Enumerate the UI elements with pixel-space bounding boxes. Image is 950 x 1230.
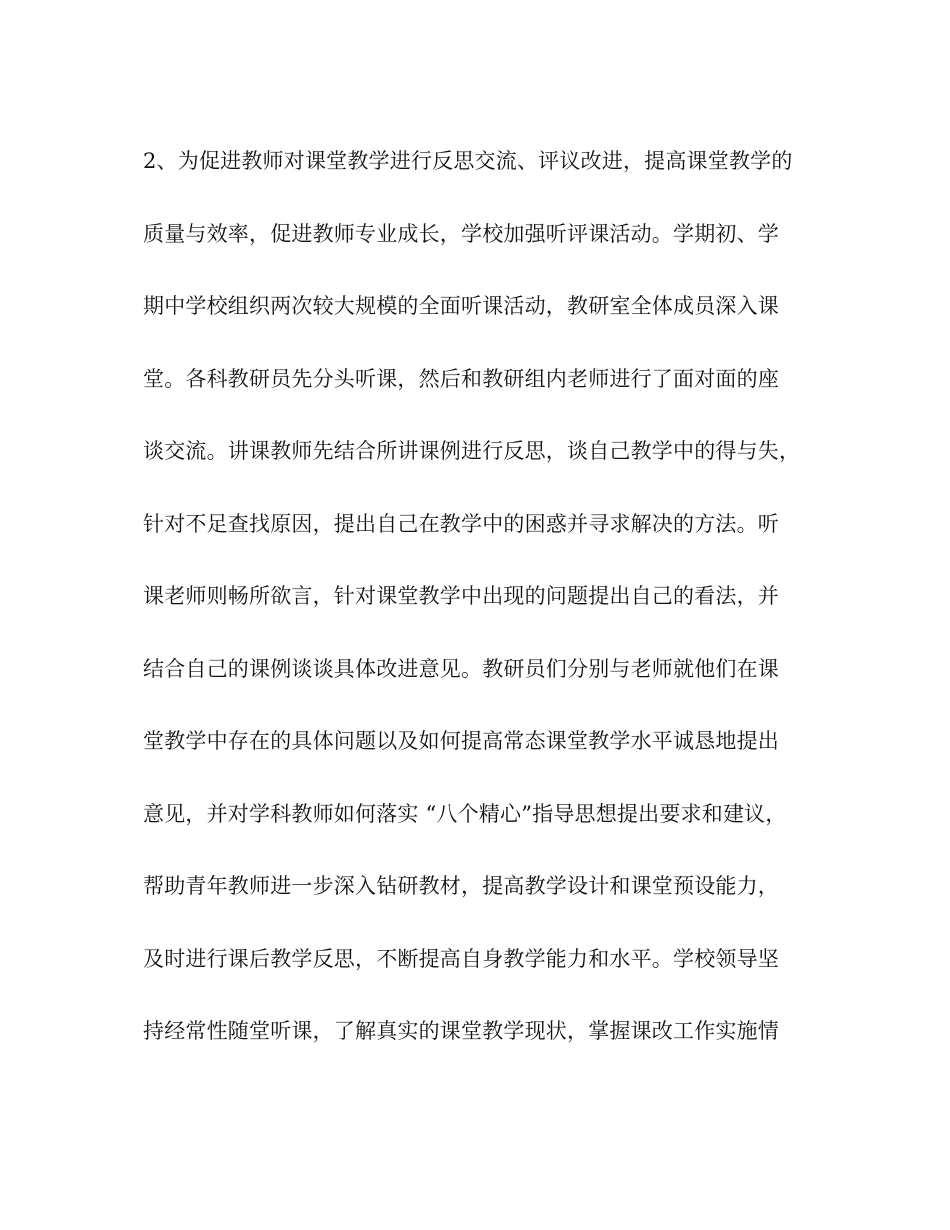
text-line: 堂。各科教研员先分头听课，然后和教研组内老师进行了面对面的座 xyxy=(143,366,779,391)
text-line: 课老师则畅所欲言，针对课堂教学中出现的问题提出自己的看法，并 xyxy=(143,584,779,608)
text-line: 堂教学中存在的具体问题以及如何提高常态课堂教学水平诚恳地提出 xyxy=(143,729,779,753)
text-line: 针对不足查找原因，提出自己在教学中的困惑并寻求解决的方法。听 xyxy=(143,511,779,536)
text-line: 及时进行课后教学反思，不断提高自身教学能力和水平。学校领导坚 xyxy=(143,946,779,971)
text-line: 期中学校组织两次较大规模的全面听课活动，教研室全体成员深入课 xyxy=(143,294,779,318)
text-line: 结合自己的课例谈谈具体改进意见。教研员们分别与老师就他们在课 xyxy=(143,656,779,681)
text-line: 质量与效率，促进教师专业成长，学校加强听评课活动。学期初、学 xyxy=(143,221,779,246)
text-line: 2、为促进教师对课堂教学进行反思交流、评议改进，提高课堂教学的 xyxy=(143,149,793,173)
text-line: 持经常性随堂听课，了解真实的课堂教学现状，掌握课改工作实施情 xyxy=(143,1019,779,1043)
text-line: 帮助青年教师进一步深入钻研教材，提高教学设计和课堂预设能力， xyxy=(143,874,779,898)
text-line: 谈交流。讲课教师先结合所讲课例进行反思，谈自己教学中的得与失， xyxy=(143,439,801,463)
text-line: 意见，并对学科教师如何落实 “八个精心”指导思想提出要求和建议， xyxy=(143,801,787,826)
document-body xyxy=(143,138,833,1081)
